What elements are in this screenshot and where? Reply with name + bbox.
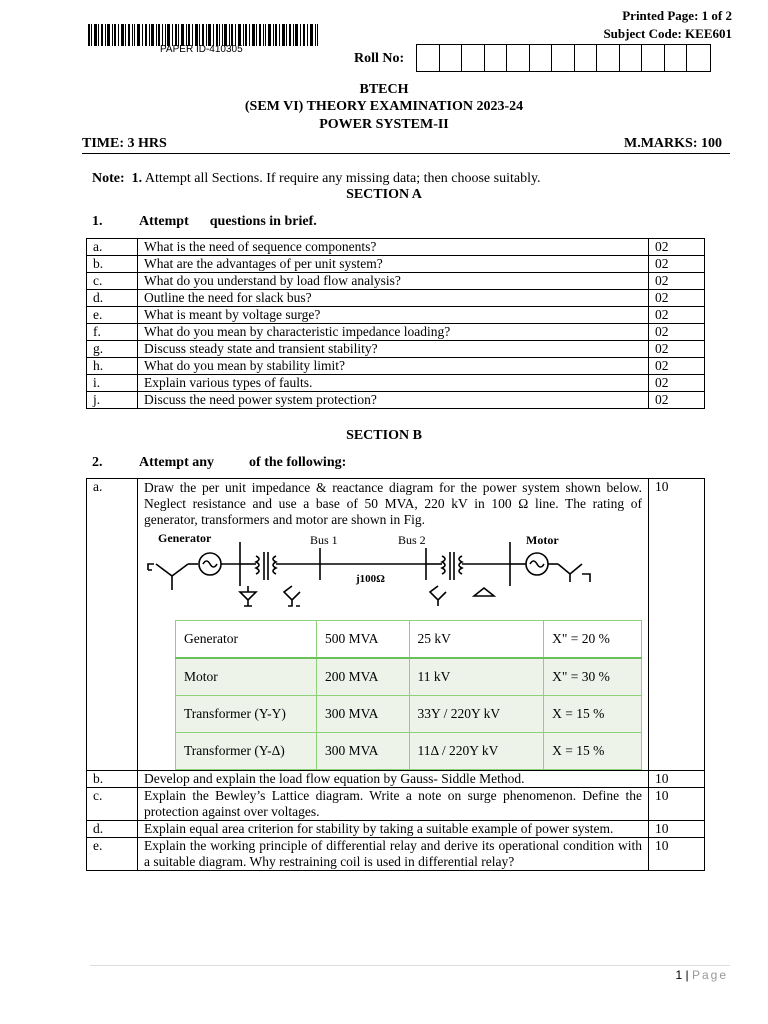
roll-no-boxes[interactable] — [416, 44, 711, 72]
roll-no-box[interactable] — [575, 45, 598, 71]
question-label: g. — [87, 341, 138, 358]
diagram-label-bus2: Bus 2 — [398, 533, 426, 547]
rating-row — [176, 733, 642, 770]
section-b-title: SECTION B — [346, 428, 422, 443]
question-marks: 02 — [649, 392, 705, 409]
roll-no-box[interactable] — [552, 45, 575, 71]
question-marks: 02 — [649, 239, 705, 256]
rating-name: Transformer (Y-Δ) — [176, 733, 317, 770]
section-a-table — [86, 238, 705, 409]
roll-no-box[interactable] — [620, 45, 643, 71]
exam-time: TIME: 3 HRS — [82, 136, 167, 151]
q2-instruction — [139, 455, 346, 471]
footer-divider — [90, 965, 730, 966]
ratings-table — [175, 620, 642, 770]
question-row-2a — [87, 479, 705, 771]
question-text: Explain various types of faults. — [138, 375, 649, 392]
question-row — [87, 273, 705, 290]
rating-row — [176, 696, 642, 733]
rating-x: X = 15 % — [544, 696, 642, 733]
q2-text-2: of the following: — [249, 455, 347, 470]
page-footer — [675, 968, 728, 982]
q2-text-1: Attempt any — [139, 455, 215, 470]
question-label: d. — [87, 821, 138, 838]
power-system-diagram — [144, 530, 594, 614]
question-label: d. — [87, 290, 138, 307]
question-text: What do you understand by load flow analysis? — [138, 273, 649, 290]
section-a-title: SECTION A — [346, 187, 422, 202]
rating-kv: 33Y / 220Y kV — [409, 696, 544, 733]
rating-row — [176, 658, 642, 696]
question-text: Explain the Bewley’s Lattice diagram. Write a note on surge phenomenon. Define the protection against over voltages. — [138, 788, 649, 821]
question-marks: 10 — [649, 771, 705, 788]
diagram-label-generator: Generator — [158, 531, 212, 545]
question-2a-cell — [138, 479, 649, 771]
q1-text-2: questions in brief. — [209, 214, 317, 229]
rating-kv: 11 kV — [409, 658, 544, 696]
question-marks: 02 — [649, 324, 705, 341]
question-marks: 02 — [649, 341, 705, 358]
question-row — [87, 771, 705, 788]
rating-mva: 200 MVA — [316, 658, 409, 696]
question-text: What is the need of sequence components? — [138, 239, 649, 256]
roll-no-box[interactable] — [642, 45, 665, 71]
q1-instruction — [139, 214, 317, 230]
question-text: What is meant by voltage surge? — [138, 307, 649, 324]
roll-no-box[interactable] — [462, 45, 485, 71]
subject-code: Subject Code: KEE601 — [603, 26, 732, 41]
question-row — [87, 838, 705, 871]
roll-no-box[interactable] — [417, 45, 440, 71]
question-label: j. — [87, 392, 138, 409]
rating-row — [176, 621, 642, 659]
question-label: a. — [87, 239, 138, 256]
question-label: c. — [87, 273, 138, 290]
rating-name: Motor — [176, 658, 317, 696]
rating-mva: 300 MVA — [316, 696, 409, 733]
question-text: What are the advantages of per unit system? — [138, 256, 649, 273]
question-row — [87, 821, 705, 838]
roll-no-box[interactable] — [687, 45, 710, 71]
q1-text-1: Attempt — [139, 214, 189, 229]
course-title: BTECH — [359, 82, 409, 97]
note-number: 1. — [131, 171, 143, 186]
roll-no-label: Roll No: — [354, 51, 405, 66]
question-label: e. — [87, 307, 138, 324]
note-label: Note: — [92, 171, 125, 186]
question-text: What do you mean by stability limit? — [138, 358, 649, 375]
diagram-label-motor: Motor — [526, 533, 559, 547]
question-marks: 10 — [649, 838, 705, 871]
question-label: b. — [87, 771, 138, 788]
question-text: Develop and explain the load flow equation by Gauss- Siddle Method. — [138, 771, 649, 788]
question-row — [87, 358, 705, 375]
roll-no-box[interactable] — [485, 45, 508, 71]
question-row — [87, 788, 705, 821]
q1-number: 1. — [92, 214, 103, 229]
question-row — [87, 341, 705, 358]
barcode — [88, 24, 318, 46]
rating-x: X = 15 % — [544, 733, 642, 770]
rating-kv: 11Δ / 220Y kV — [409, 733, 544, 770]
question-marks: 10 — [649, 479, 705, 771]
question-label: f. — [87, 324, 138, 341]
question-text: Discuss steady state and transient stability? — [138, 341, 649, 358]
rating-name: Generator — [176, 621, 317, 659]
page-separator: | — [685, 968, 689, 982]
rating-x: X" = 20 % — [544, 621, 642, 659]
page-word: Page — [691, 968, 728, 982]
rating-mva: 300 MVA — [316, 733, 409, 770]
question-label: b. — [87, 256, 138, 273]
question-marks: 10 — [649, 788, 705, 821]
roll-no-box[interactable] — [597, 45, 620, 71]
question-text: Draw the per unit impedance & reactance diagram for the power system shown below. Neglect resistance and use a base of 50 MVA, 220 kV in 100 Ω line. The rating of generator, transformers and motor are shown in Fig. — [144, 480, 642, 527]
question-marks: 02 — [649, 358, 705, 375]
paper-id: PAPER ID-410305 — [160, 44, 243, 55]
question-row — [87, 307, 705, 324]
diagram-label-line: j100Ω — [356, 573, 385, 585]
question-marks: 10 — [649, 821, 705, 838]
note — [92, 171, 541, 187]
question-marks: 02 — [649, 273, 705, 290]
page-number: 1 — [675, 968, 683, 982]
question-text: What do you mean by characteristic impedance loading? — [138, 324, 649, 341]
rating-kv: 25 kV — [409, 621, 544, 659]
question-marks: 02 — [649, 256, 705, 273]
rating-mva: 500 MVA — [316, 621, 409, 659]
max-marks: M.MARKS: 100 — [624, 136, 722, 151]
roll-no-box[interactable] — [665, 45, 688, 71]
question-label: h. — [87, 358, 138, 375]
question-marks: 02 — [649, 375, 705, 392]
question-label: a. — [87, 479, 138, 771]
question-label: c. — [87, 788, 138, 821]
section-b-table — [86, 478, 705, 871]
question-text: Explain the working principle of differential relay and derive its operational condition with a suitable diagram. Why restraining coil is used in differential relay? — [138, 838, 649, 871]
note-text: Attempt all Sections. If require any missing data; then choose suitably. — [144, 171, 541, 186]
question-row — [87, 375, 705, 392]
subject-title: POWER SYSTEM-II — [319, 117, 449, 132]
question-text: Outline the need for slack bus? — [138, 290, 649, 307]
q2-number: 2. — [92, 455, 103, 470]
exam-title: (SEM VI) THEORY EXAMINATION 2023-24 — [244, 99, 524, 114]
header-divider — [82, 153, 730, 154]
question-row — [87, 239, 705, 256]
question-row — [87, 290, 705, 307]
printed-page: Printed Page: 1 of 2 — [622, 8, 732, 23]
question-text: Discuss the need power system protection? — [138, 392, 649, 409]
question-label: i. — [87, 375, 138, 392]
question-text: Explain equal area criterion for stability by taking a suitable example of power system. — [138, 821, 649, 838]
diagram-label-bus1: Bus 1 — [310, 533, 338, 547]
rating-name: Transformer (Y-Y) — [176, 696, 317, 733]
question-label: e. — [87, 838, 138, 871]
question-row — [87, 324, 705, 341]
question-row — [87, 392, 705, 409]
question-marks: 02 — [649, 307, 705, 324]
question-row — [87, 256, 705, 273]
roll-no-box[interactable] — [507, 45, 530, 71]
roll-no-box[interactable] — [440, 45, 463, 71]
roll-no-box[interactable] — [530, 45, 553, 71]
question-marks: 02 — [649, 290, 705, 307]
rating-x: X" = 30 % — [544, 658, 642, 696]
